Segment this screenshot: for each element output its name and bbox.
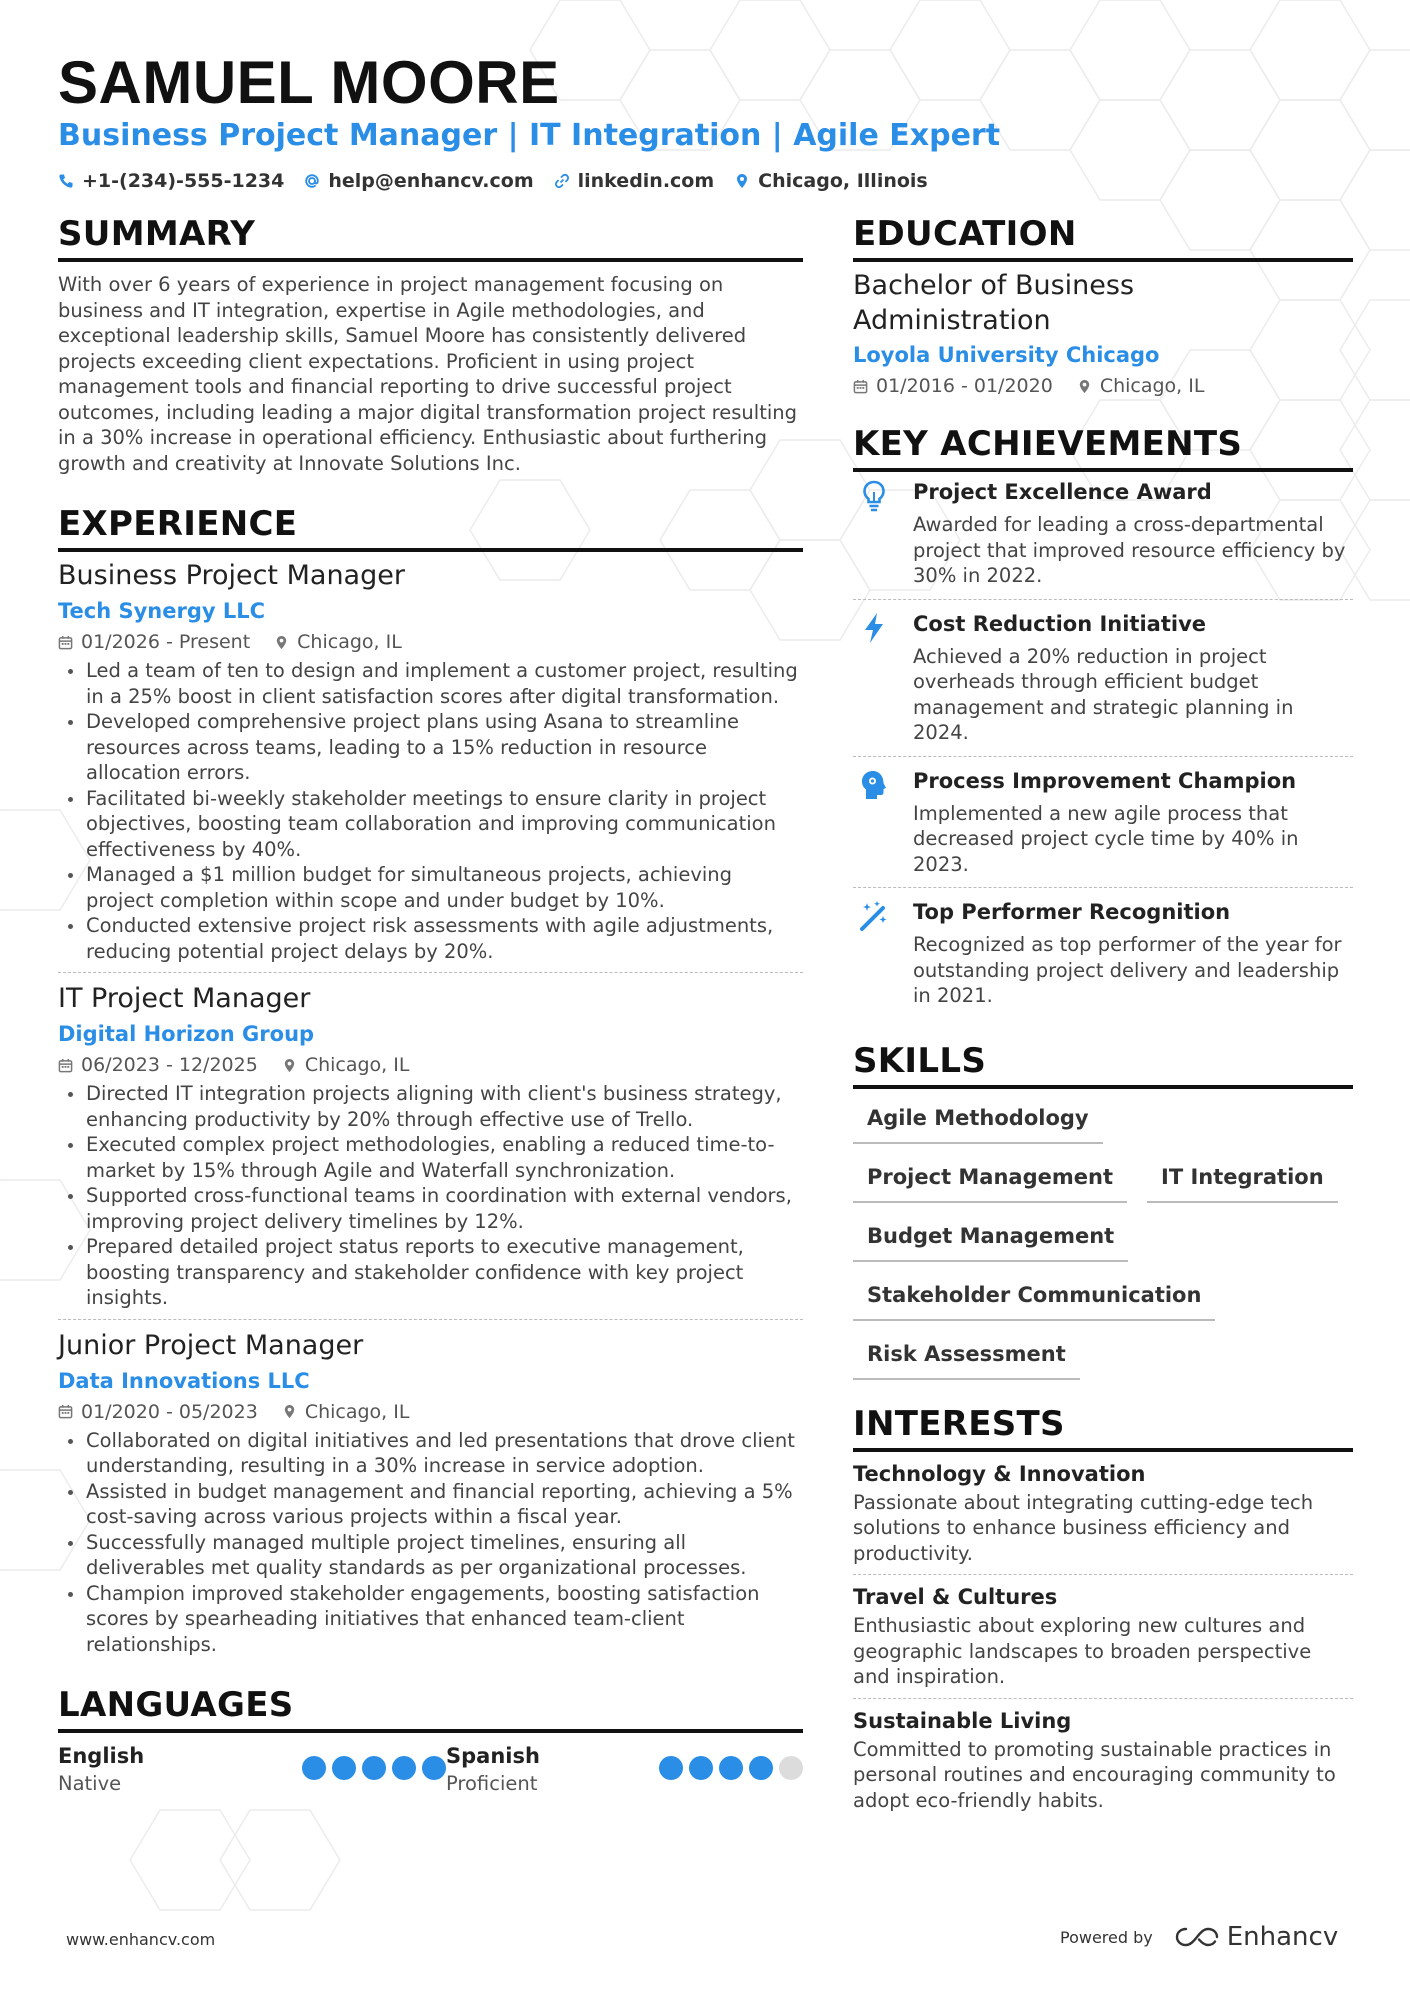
head-icon <box>859 769 889 801</box>
job-bullets <box>58 1081 803 1311</box>
language-level: Native <box>58 1772 122 1795</box>
achievement-desc: Recognized as top performer of the year for outstanding project delivery and leadership in 2021. <box>913 933 1342 1007</box>
interest-title: Travel & Cultures <box>853 1585 1058 1609</box>
education-dates: 01/2016 - 01/2020 <box>876 375 1053 397</box>
achievement-desc: Awarded for leading a cross-departmental project that improved resource efficiency by 30% in 2022. <box>913 513 1346 587</box>
enhancv-logo-text: Enhancv <box>1226 1922 1339 1952</box>
achievements-heading: KEY ACHIEVEMENTS <box>853 424 1353 472</box>
rating-dot-filled <box>422 1756 446 1780</box>
calendar-icon <box>58 1404 73 1419</box>
contact-phone-text: +1-(234)-555-1234 <box>82 170 285 192</box>
contact-linkedin[interactable] <box>554 170 715 192</box>
language-item <box>58 1743 446 1797</box>
summary-section <box>58 214 803 476</box>
skill-tag: IT Integration <box>1147 1158 1338 1203</box>
achievement-item <box>853 599 1353 756</box>
job-company: Data Innovations LLC <box>58 1368 310 1393</box>
job-dates: 06/2023 - 12/2025 <box>81 1054 258 1076</box>
job-bullets <box>58 658 803 964</box>
rating-dot-filled <box>689 1756 713 1780</box>
rating-dot-filled <box>302 1756 326 1780</box>
job-meta <box>58 1398 803 1426</box>
rating-dot-filled <box>332 1756 356 1780</box>
rating-dot-filled <box>362 1756 386 1780</box>
location-pin-icon <box>274 635 289 650</box>
rating-dot-empty <box>779 1756 803 1780</box>
job-bullet: Led a team of ten to design and implement a customer project, resulting in a 25% boost in client satisfaction scores after digital transformation. <box>58 658 803 709</box>
language-rating <box>659 1756 803 1797</box>
achievement-title: Cost Reduction Initiative <box>913 611 1206 636</box>
job-bullet: Facilitated bi-weekly stakeholder meetings to ensure clarity in project objectives, boosting team collaboration and improving communication effectiveness by 40%. <box>58 786 803 863</box>
contact-location-text: Chicago, Illinois <box>758 170 928 192</box>
calendar-icon <box>853 379 868 394</box>
interest-desc: Enthusiastic about exploring new cultures and geographic landscapes to broaden perspective and inspiration. <box>853 1614 1312 1688</box>
contact-phone[interactable] <box>58 170 284 192</box>
job-bullet: Champion improved stakeholder engagements, boosting satisfaction scores by spearheading initiatives that enhanced team-client relationships. <box>58 1581 803 1658</box>
interests-section <box>853 1404 1353 1822</box>
interests-heading: INTERESTS <box>853 1404 1353 1452</box>
job-title: Junior Project Manager <box>58 1329 364 1361</box>
language-rating <box>302 1756 446 1797</box>
job-location: Chicago, IL <box>304 1400 410 1423</box>
location-pin-icon <box>1077 379 1092 394</box>
achievement-title: Process Improvement Champion <box>913 768 1297 793</box>
link-icon <box>554 173 570 189</box>
calendar-icon <box>58 1058 73 1073</box>
job-dates: 01/2026 - Present <box>81 631 251 653</box>
job-entry <box>58 558 803 972</box>
language-name: Spanish <box>446 1744 540 1768</box>
skill-tag: Risk Assessment <box>853 1335 1080 1380</box>
achievement-title: Top Performer Recognition <box>913 900 1231 924</box>
achievement-item <box>853 887 1353 1019</box>
education-location: Chicago, IL <box>1099 375 1205 397</box>
interest-item <box>853 1698 1353 1822</box>
education-heading: EDUCATION <box>853 214 1353 262</box>
enhancv-logo-icon <box>1175 1925 1219 1949</box>
languages-heading: LANGUAGES <box>58 1685 803 1733</box>
achievement-desc: Implemented a new agile process that decreased project cycle time by 40% in 2023. <box>913 801 1299 876</box>
experience-section <box>58 504 803 1665</box>
job-company: Digital Horizon Group <box>58 1022 315 1046</box>
skill-tag: Stakeholder Communication <box>853 1276 1215 1321</box>
achievement-item <box>853 472 1353 599</box>
calendar-icon <box>58 635 73 650</box>
experience-heading: EXPERIENCE <box>58 504 803 552</box>
lightning-icon <box>859 612 889 644</box>
interest-desc: Committed to promoting sustainable practices in personal routines and encouraging community to adopt eco-friendly habits. <box>853 1737 1336 1812</box>
job-location: Chicago, IL <box>297 631 402 653</box>
job-bullet: Conducted extensive project risk assessments with agile adjustments, reducing potential project delays by 20%. <box>58 913 803 964</box>
language-item <box>446 1743 803 1797</box>
location-pin-icon <box>282 1404 297 1419</box>
job-bullet: Executed complex project methodologies, enabling a reduced time-to-market by 15% through Agile and Waterfall synchronization. <box>58 1132 803 1183</box>
summary-heading: SUMMARY <box>58 214 803 262</box>
job-bullet: Prepared detailed project status reports to executive management, boosting transparency and stakeholder confidence with key project insights. <box>58 1234 803 1311</box>
job-company: Tech Synergy LLC <box>58 599 266 623</box>
education-school: Loyola University Chicago <box>853 343 1160 367</box>
skill-tag: Project Management <box>853 1158 1127 1203</box>
lightbulb-icon <box>859 480 889 512</box>
job-bullet: Collaborated on digital initiatives and led presentations that drove client understanding, resulting in a 30% increase in service adoption. <box>58 1428 803 1479</box>
job-bullet: Supported cross-functional teams in coordination with external vendors, improving project delivery timelines by 12%. <box>58 1183 803 1234</box>
magic-wand-icon <box>859 900 889 932</box>
contact-email-text: help@enhancv.com <box>328 170 534 192</box>
skills-section <box>853 1041 1353 1380</box>
job-bullet: Managed a $1 million budget for simultaneous projects, achieving project completion within scope and under budget by 10%. <box>58 862 803 913</box>
location-pin-icon <box>282 1058 297 1073</box>
footer-website[interactable]: www.enhancv.com <box>66 1930 216 1949</box>
education-degree: Bachelor of Business Administration <box>853 270 1135 336</box>
job-meta <box>58 628 803 656</box>
powered-by-text: Powered by <box>1060 1927 1153 1947</box>
achievement-title: Project Excellence Award <box>913 480 1212 504</box>
at-sign-icon <box>304 173 320 189</box>
job-entry <box>58 972 803 1319</box>
education-meta <box>853 372 1353 400</box>
interest-item <box>853 1574 1353 1698</box>
job-bullets <box>58 1428 803 1658</box>
job-bullet: Assisted in budget management and financial reporting, achieving a 5% cost-saving across various projects within a fiscal year. <box>58 1479 803 1530</box>
location-pin-icon <box>734 173 750 189</box>
contact-linkedin-text: linkedin.com <box>577 170 715 192</box>
phone-icon <box>58 173 74 189</box>
achievements-section <box>853 424 1353 1019</box>
languages-list <box>58 1743 803 1797</box>
job-location: Chicago, IL <box>304 1054 410 1076</box>
contact-email[interactable] <box>304 170 533 192</box>
job-bullet: Developed comprehensive project plans using Asana to streamline resources across teams, leading to a 15% reduction in resource allocation errors. <box>58 709 803 786</box>
education-section <box>853 214 1353 400</box>
interest-item <box>853 1452 1353 1575</box>
interest-title: Sustainable Living <box>853 1708 1072 1733</box>
right-column <box>853 214 1353 1821</box>
languages-section <box>58 1685 803 1797</box>
job-title: Business Project Manager <box>58 560 405 591</box>
job-meta <box>58 1051 803 1079</box>
rating-dot-filled <box>719 1756 743 1780</box>
skill-tag: Agile Methodology <box>853 1099 1103 1144</box>
achievement-item <box>853 756 1353 888</box>
skills-list <box>853 1099 1353 1380</box>
skill-tag: Budget Management <box>853 1217 1128 1262</box>
job-entry <box>58 1319 803 1666</box>
language-level: Proficient <box>446 1772 538 1795</box>
candidate-tagline: Business Project Manager | IT Integration | Agile Expert <box>58 118 1001 153</box>
enhancv-logo[interactable] <box>1175 1922 1338 1952</box>
job-title: IT Project Manager <box>58 983 311 1014</box>
summary-text: With over 6 years of experience in project management focusing on business and IT integration, expertise in Agile methodologies, and exceptional leadership skills, Samuel Moore has consistently delivered projects exceeding client expectations. Proficient in using project management tools and financial reporting to drive successful project outcomes, including leading a major digital transformation project resulting in a 30% increase in operational efficiency. Enthusiastic about furthering growth and creativity at Innovate Solutions Inc. <box>58 273 797 475</box>
contact-bar <box>58 170 928 192</box>
contact-location <box>734 170 928 192</box>
candidate-name: SAMUEL MOORE <box>58 49 560 116</box>
job-bullet: Directed IT integration projects aligning with client's business strategy, enhancing productivity by 20% through effective use of Trello. <box>58 1081 803 1132</box>
left-column <box>58 214 803 1797</box>
footer-branding <box>1060 1922 1338 1952</box>
achievement-desc: Achieved a 20% reduction in project overheads through efficient budget management and strategic planning in 2024. <box>913 644 1294 744</box>
interest-title: Technology & Innovation <box>853 1461 1146 1486</box>
job-dates: 01/2020 - 05/2023 <box>81 1400 258 1423</box>
rating-dot-filled <box>392 1756 416 1780</box>
language-name: English <box>58 1744 145 1768</box>
job-bullet: Successfully managed multiple project timelines, ensuring all deliverables met quality standards as per organizational processes. <box>58 1530 803 1581</box>
skills-heading: SKILLS <box>853 1041 1353 1089</box>
rating-dot-filled <box>659 1756 683 1780</box>
rating-dot-filled <box>749 1756 773 1780</box>
interest-desc: Passionate about integrating cutting-edge tech solutions to enhance business efficiency and productivity. <box>853 1490 1314 1565</box>
